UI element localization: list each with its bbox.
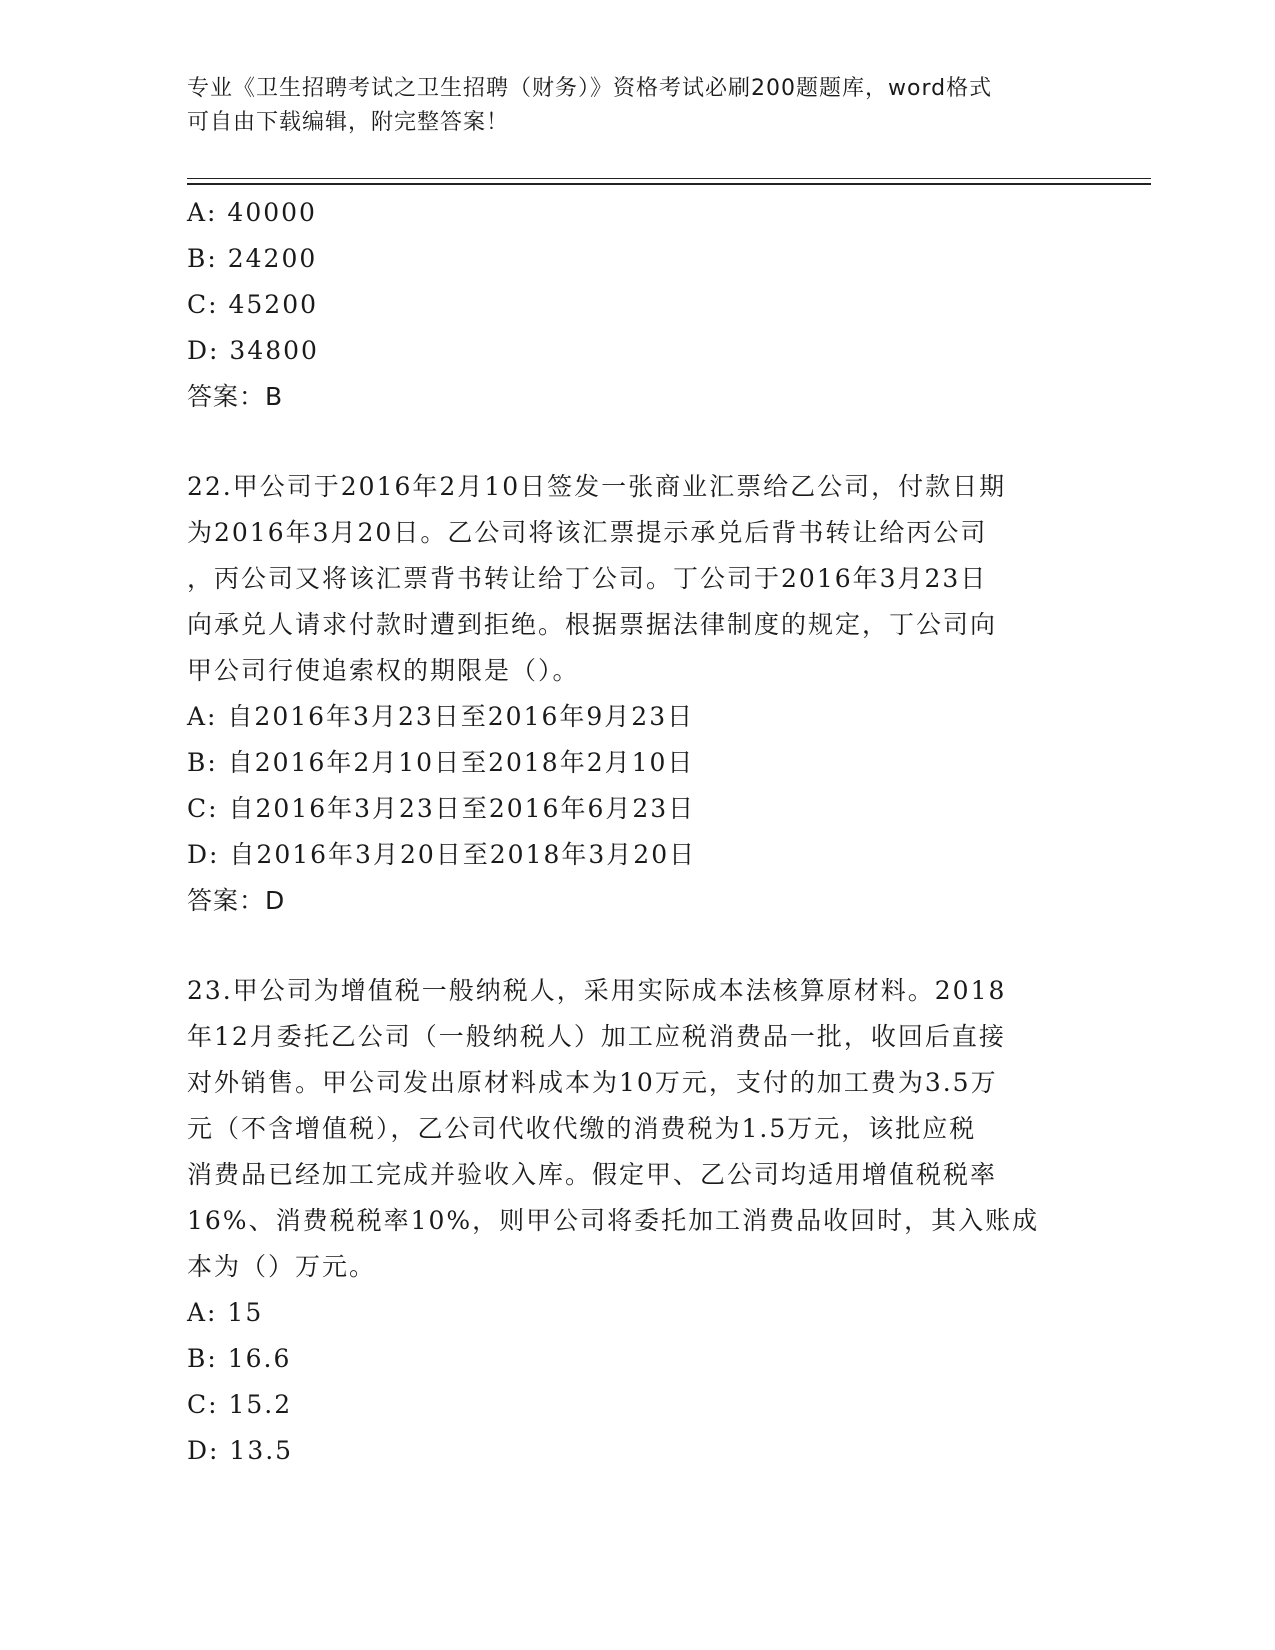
header-rule-thick: [187, 183, 1151, 185]
option-d: D: 自2016年3月20日至2018年3月20日: [187, 840, 697, 869]
question-text-line: 22.甲公司于2016年2月10日签发一张商业汇票给乙公司，付款日期: [187, 472, 1007, 501]
option-c: C: 15.2: [187, 1390, 293, 1419]
question-21: [187, 190, 1087, 420]
option-b: B: 24200: [187, 244, 318, 273]
question-23: [187, 968, 1087, 1474]
option-c: C: 自2016年3月23日至2016年6月23日: [187, 794, 696, 823]
question-22: [187, 464, 1087, 924]
answer-line: 答案：D: [187, 886, 286, 915]
option-d: D: 34800: [187, 336, 319, 365]
question-text-line: 16%、消费税税率10%，则甲公司将委托加工消费品收回时，其入账成: [187, 1206, 1040, 1235]
question-text-line: 消费品已经加工完成并验收入库。假定甲、乙公司均适用增值税税率: [187, 1160, 998, 1189]
question-text-line: ，丙公司又将该汇票背书转让给丁公司。丁公司于2016年3月23日: [187, 564, 988, 593]
question-text-line: 23.甲公司为增值税一般纳税人，采用实际成本法核算原材料。2018: [187, 976, 1007, 1005]
question-text-line: 为2016年3月20日。乙公司将该汇票提示承兑后背书转让给丙公司: [187, 518, 988, 547]
question-text-line: 向承兑人请求付款时遭到拒绝。根据票据法律制度的规定，丁公司向: [187, 610, 998, 639]
option-a: A: 15: [187, 1298, 264, 1327]
header-line-2: 可自由下载编辑，附完整答案！: [187, 110, 510, 135]
document-header: [187, 72, 1077, 140]
option-d: D: 13.5: [187, 1436, 294, 1465]
option-c: C: 45200: [187, 290, 319, 319]
answer-line: 答案：B: [187, 382, 284, 411]
question-text-line: 对外销售。甲公司发出原材料成本为10万元，支付的加工费为3.5万: [187, 1068, 998, 1097]
option-b: B: 16.6: [187, 1344, 292, 1373]
header-line-1: 专业《卫生招聘考试之卫生招聘（财务）》资格考试必刷200题题库，word格式: [187, 76, 993, 101]
question-text-line: 甲公司行使追索权的期限是（）。: [187, 656, 580, 685]
option-a: A: 40000: [187, 198, 317, 227]
question-content: [187, 190, 1087, 1474]
header-rule-thin: [187, 178, 1151, 179]
question-text-line: 本为（）万元。: [187, 1252, 377, 1281]
question-text-line: 元（不含增值税），乙公司代收代缴的消费税为1.5万元，该批应税: [187, 1114, 977, 1143]
option-a: A: 自2016年3月23日至2016年9月23日: [187, 702, 695, 731]
question-text-line: 年12月委托乙公司（一般纳税人）加工应税消费品一批，收回后直接: [187, 1022, 1006, 1051]
option-b: B: 自2016年2月10日至2018年2月10日: [187, 748, 695, 777]
